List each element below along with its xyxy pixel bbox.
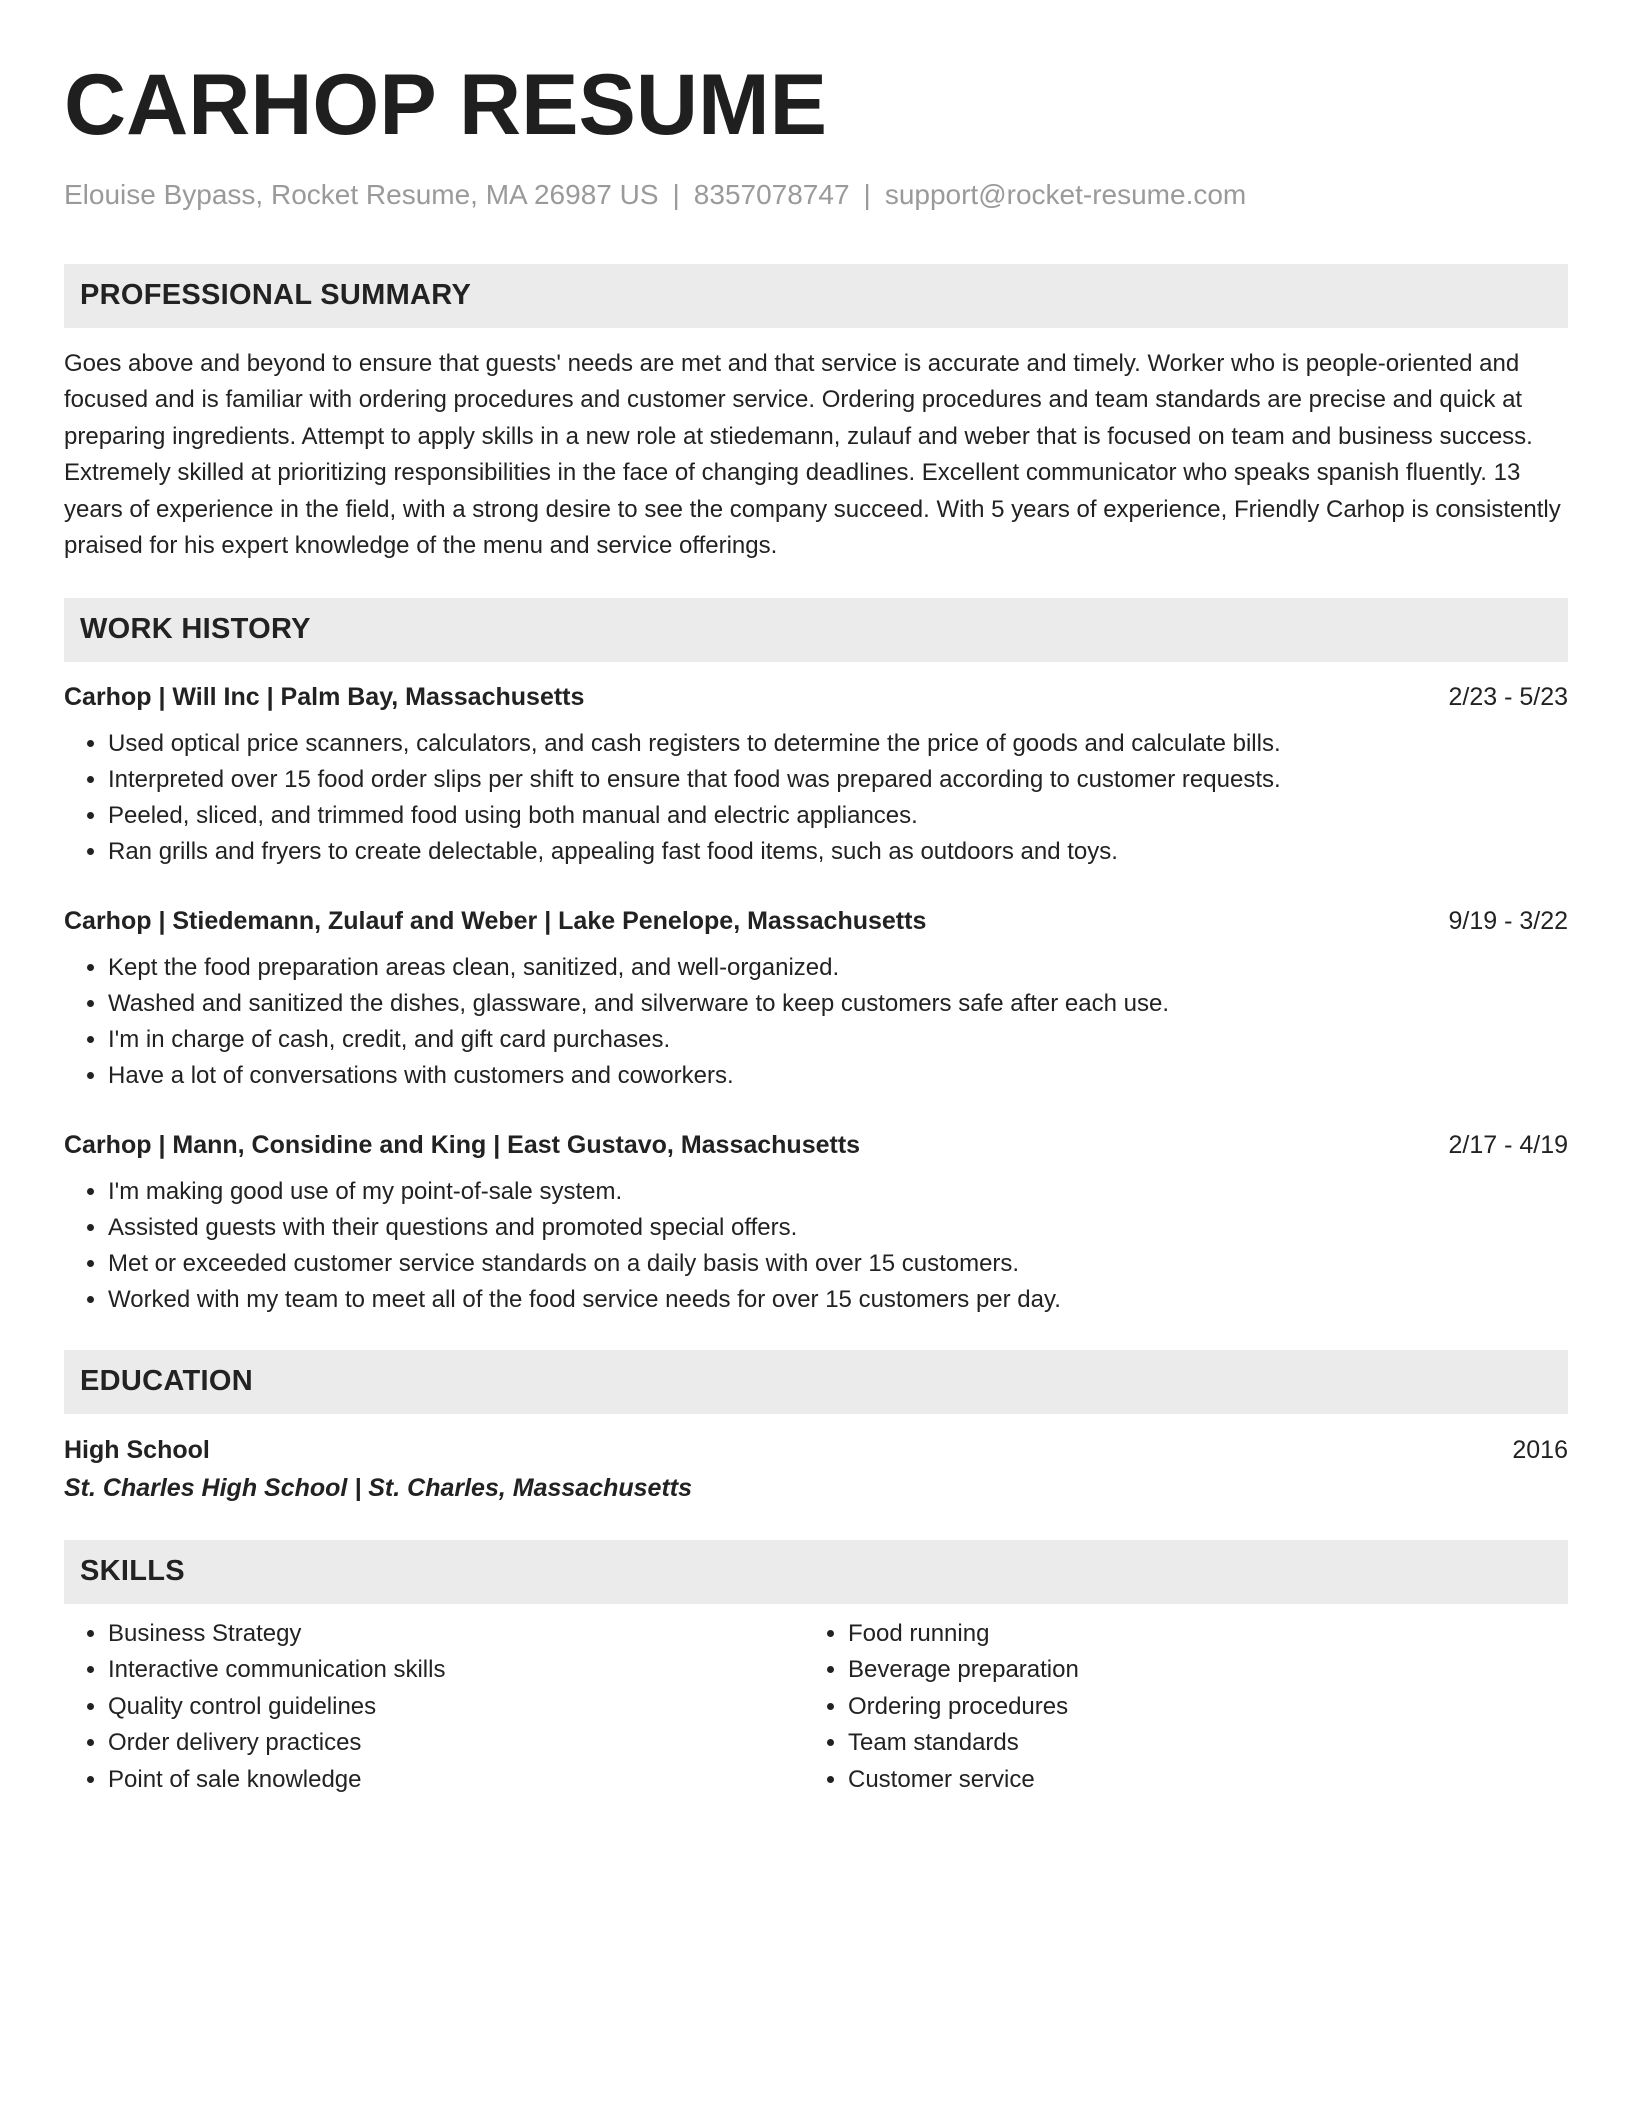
education-section-title: EDUCATION [80, 1365, 253, 1398]
job-bullet: • Kept the food preparation areas clean, sanitized, and well-organized. [108, 950, 1568, 986]
job-bullet: • Ran grills and fryers to create delectable, appealing fast food items, such as outdoors and toys. [108, 834, 1568, 870]
job-bullet: • Used optical price scanners, calculators, and cash registers to determine the price of goods and calculate bills. [108, 726, 1568, 762]
contact-separator: | [863, 179, 871, 210]
skill-item: • Customer service [848, 1762, 1544, 1799]
job-bullet-list [64, 726, 1568, 870]
contact-email: support@rocket-resume.com [884, 179, 1247, 210]
skill-item: • Point of sale knowledge [108, 1762, 804, 1799]
skill-item: • Interactive communication skills [108, 1652, 804, 1689]
skill-item: • Food running [848, 1616, 1544, 1653]
education-year: 2016 [1512, 1435, 1568, 1464]
job-entry [64, 680, 1568, 870]
education-header [64, 1432, 1568, 1468]
contact-line [64, 178, 1568, 212]
job-bullet: • I'm making good use of my point-of-sale system. [108, 1174, 1568, 1210]
skills-columns [64, 1616, 1568, 1799]
summary-section-header [64, 264, 1568, 328]
job-bullet: • Washed and sanitized the dishes, glassware, and silverware to keep customers safe after each use. [108, 986, 1568, 1022]
education-entry [64, 1432, 1568, 1508]
job-bullet: • Worked with my team to meet all of the food service needs for over 15 customers per day. [108, 1282, 1568, 1318]
contact-address: Elouise Bypass, Rocket Resume, MA 26987 US [64, 179, 659, 210]
skill-item: • Team standards [848, 1725, 1544, 1762]
job-bullet: • Peeled, sliced, and trimmed food using both manual and electric appliances. [108, 798, 1568, 834]
skill-item: • Order delivery practices [108, 1725, 804, 1762]
contact-separator: | [672, 179, 680, 210]
resume-title: CARHOP RESUME [64, 57, 827, 153]
contact-phone: 8357078747 [693, 179, 850, 210]
job-bullet: • Assisted guests with their questions and promoted special offers. [108, 1210, 1568, 1246]
job-bullet: • I'm in charge of cash, credit, and gift card purchases. [108, 1022, 1568, 1058]
job-bullet-list [64, 1174, 1568, 1318]
work-history-section-title: WORK HISTORY [80, 613, 311, 646]
job-entry [64, 904, 1568, 1094]
work-history-section-header [64, 598, 1568, 662]
skill-item: • Beverage preparation [848, 1652, 1544, 1689]
skills-list-left [64, 1616, 804, 1799]
job-bullet: • Met or exceeded customer service standards on a daily basis with over 15 customers. [108, 1246, 1568, 1282]
job-bullet: • Have a lot of conversations with customers and coworkers. [108, 1058, 1568, 1094]
job-header [64, 680, 1568, 714]
job-heading: Carhop | Stiedemann, Zulauf and Weber | Lake Penelope, Massachusetts [64, 906, 927, 935]
skill-item: • Business Strategy [108, 1616, 804, 1653]
skill-item: • Ordering procedures [848, 1689, 1544, 1726]
job-heading: Carhop | Will Inc | Palm Bay, Massachusetts [64, 682, 585, 711]
summary-text: Goes above and beyond to ensure that guests' needs are met and that service is accurate and timely. Worker who is people-oriented and focused and is familiar with ordering procedures and customer service. Ordering procedures and team standards are precise and quick at preparing ingredients. Attempt to apply skills in a new role at stiedemann, zulauf and weber that is focused on team and business success. Extremely skilled at prioritizing responsibilities in the face of changing deadlines. Excellent communicator who speaks spanish fluently. 13 years of experience in the field, with a strong desire to see the company succeed. With 5 years of experience, Friendly Carhop is consistently praised for his expert knowledge of the menu and service offerings. [64, 349, 1561, 560]
job-bullet: • Interpreted over 15 food order slips per shift to ensure that food was prepared according to customer requests. [108, 762, 1568, 798]
education-section-header [64, 1350, 1568, 1414]
education-degree: High School [64, 1435, 210, 1464]
job-header [64, 904, 1568, 938]
skill-item: • Quality control guidelines [108, 1689, 804, 1726]
skills-section-title: SKILLS [80, 1555, 185, 1588]
education-school: St. Charles High School | St. Charles, Massachusetts [64, 1473, 693, 1502]
job-dates: 2/23 - 5/23 [1448, 682, 1568, 711]
skills-list-right [804, 1616, 1544, 1799]
job-entry [64, 1128, 1568, 1318]
skills-section-header [64, 1540, 1568, 1604]
job-heading: Carhop | Mann, Considine and King | East Gustavo, Massachusetts [64, 1130, 861, 1159]
job-bullet-list [64, 950, 1568, 1094]
summary-section-title: PROFESSIONAL SUMMARY [80, 279, 472, 312]
job-dates: 2/17 - 4/19 [1448, 1130, 1568, 1159]
job-dates: 9/19 - 3/22 [1448, 906, 1568, 935]
job-header [64, 1128, 1568, 1162]
